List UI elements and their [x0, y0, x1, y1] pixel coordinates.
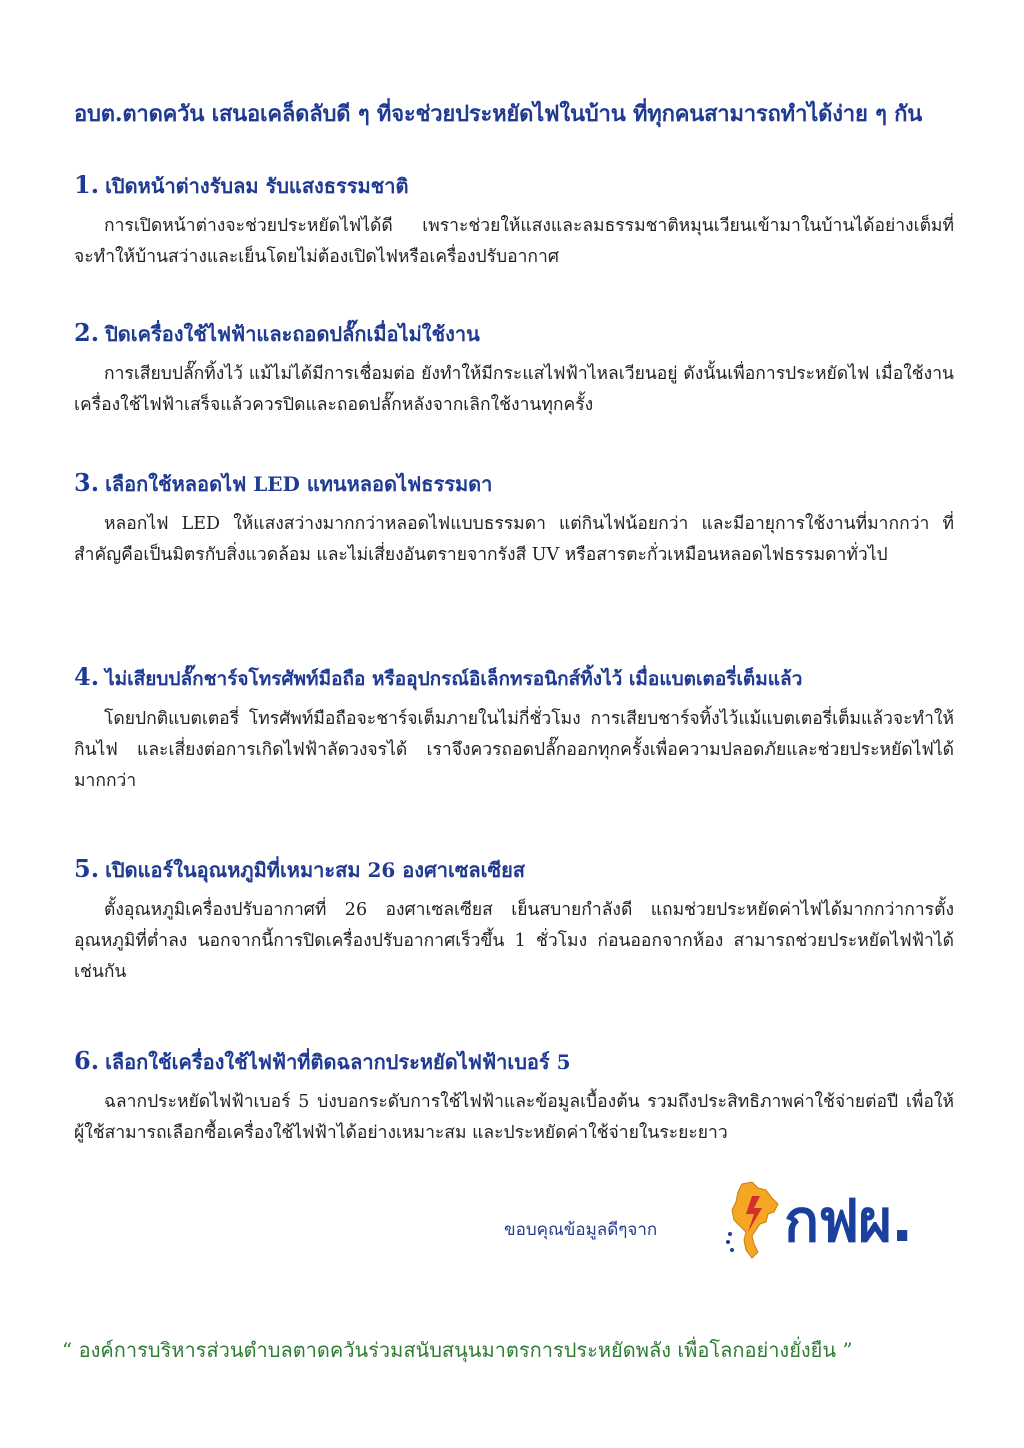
tip-number: 5. [74, 854, 100, 883]
thanks-credit: ขอบคุณข้อมูลดีๆจาก [504, 1220, 658, 1240]
footer-slogan: “ องค์การบริหารส่วนตำบลตาดควันร่วมสนับสนุนมาตรการประหยัดพลัง เพื่อโลกอย่างยั่งยืน ” [62, 1338, 853, 1362]
tip-body: การเปิดหน้าต่างจะช่วยประหยัดไฟได้ดี เพราะช่วยให้แสงและลมธรรมชาติหมุนเวียนเข้ามาในบ้านได้อย่างเต็มที่ จะทำให้บ้านสว่างและเย็นโดยไม่ต้องเปิดไฟหรือเครื่องปรับอากาศ [74, 216, 954, 267]
tip-number: 2. [74, 318, 100, 347]
tip-body: หลอกไฟ LED ให้แสงสว่างมากกว่าหลอดไฟแบบธรรมดา แต่กินไฟน้อยกว่า และมีอายุการใช้งานที่มากกว่า ที่สำคัญคือเป็นมิตรกับสิ่งแวดล้อม และไม่เสี่ยงอันตรายจากรังสี UV หรือสารตะกั่วเหมือนหลอดไฟธรรมดาทั่วไป [74, 514, 954, 565]
tip-section-4 [74, 662, 954, 797]
tip-heading [74, 1046, 954, 1077]
tip-heading [74, 170, 954, 201]
tip-section-6 [74, 1046, 954, 1149]
tip-heading-text: ปิดเครื่องใช้ไฟฟ้าและถอดปลั๊กเมื่อไม่ใช้งาน [105, 322, 480, 346]
tip-heading-text: ไม่เสียบปลั๊กชาร์จโทรศัพท์มือถือ หรืออุปกรณ์อิเล็กทรอนิกส์ทิ้งไว้ เมื่อแบตเตอรี่เต็มแล้ว [105, 668, 803, 690]
tip-body: โดยปกติแบตเตอรี่ โทรศัพท์มือถือจะชาร์จเต็มภายในไม่กี่ชั่วโมง การเสียบชาร์จทิ้งไว้แม้แบตเตอรี่เต็มแล้วจะทำให้กินไฟ และเสี่ยงต่อการเกิดไฟฟ้าลัดวงจรได้ เราจึงควรถอดปลั๊กออกทุกครั้งเพื่อความปลอดภัยและช่วยประหยัดไฟได้มากกว่า [74, 709, 954, 791]
tip-section-5 [74, 854, 954, 988]
tip-number: 3. [74, 468, 100, 497]
tip-heading-text: เลือกใช้เครื่องใช้ไฟฟ้าที่ติดฉลากประหยัดไฟฟ้าเบอร์ 5 [105, 1050, 571, 1074]
tip-body: การเสียบปลั๊กทิ้งไว้ แม้ไม่ได้มีการเชื่อมต่อ ยังทำให้มีกระแสไฟฟ้าไหลเวียนอยู่ ดังนั้นเพื่อการประหยัดไฟ เมื่อใช้งานเครื่องใช้ไฟฟ้าเสร็จแล้วควรปิดและถอดปลั๊กหลังจากเลิกใช้งานทุกครั้ง [74, 364, 954, 415]
tip-number: 6. [74, 1046, 100, 1075]
tip-heading-text: เปิดหน้าต่างรับลม รับแสงธรรมชาติ [105, 174, 409, 198]
page-title: อบต.ตาดควัน เสนอเคล็ดลับดี ๆ ที่จะช่วยประหยัดไฟในบ้าน ที่ทุกคนสามารถทำได้ง่าย ๆ กัน [74, 101, 923, 127]
thailand-map-icon [722, 1180, 784, 1260]
tip-heading [74, 468, 954, 499]
tip-heading [74, 854, 954, 885]
tip-heading-text: เลือกใช้หลอดไฟ LED แทนหลอดไฟธรรมดา [105, 472, 493, 496]
egat-logo [722, 1180, 942, 1260]
tip-number: 1. [74, 170, 100, 199]
tip-body: ฉลากประหยัดไฟฟ้าเบอร์ 5 บ่งบอกระดับการใช้ไฟฟ้าและข้อมูลเบื้องต้น รวมถึงประสิทธิภาพค่าใช้จ่ายต่อปี เพื่อให้ผู้ใช้สามารถเลือกซื้อเครื่องใช้ไฟฟ้าได้อย่างเหมาะสม และประหยัดค่าใช้จ่ายในระยะยาว [74, 1092, 954, 1143]
logo-wordmark: กฟผ. [784, 1187, 913, 1255]
tip-section-2 [74, 318, 954, 421]
tip-section-3 [74, 468, 954, 571]
tip-body: ตั้งอุณหภูมิเครื่องปรับอากาศที่ 26 องศาเซลเซียส เย็นสบายกำลังดี แถมช่วยประหยัดค่าไฟได้มากกว่าการตั้งอุณหภูมิที่ต่ำลง นอกจากนี้การปิดเครื่องปรับอากาศเร็วขึ้น 1 ชั่วโมง ก่อนออกจากห้อง สามารถช่วยประหยัดไฟฟ้าได้เช่นกัน [74, 900, 954, 982]
tip-section-1 [74, 170, 954, 273]
tip-heading-text: เปิดแอร์ในอุณหภูมิที่เหมาะสม 26 องศาเซลเซียส [105, 858, 525, 882]
tip-heading [74, 662, 954, 694]
tip-heading [74, 318, 954, 349]
tip-number: 4. [74, 662, 100, 691]
